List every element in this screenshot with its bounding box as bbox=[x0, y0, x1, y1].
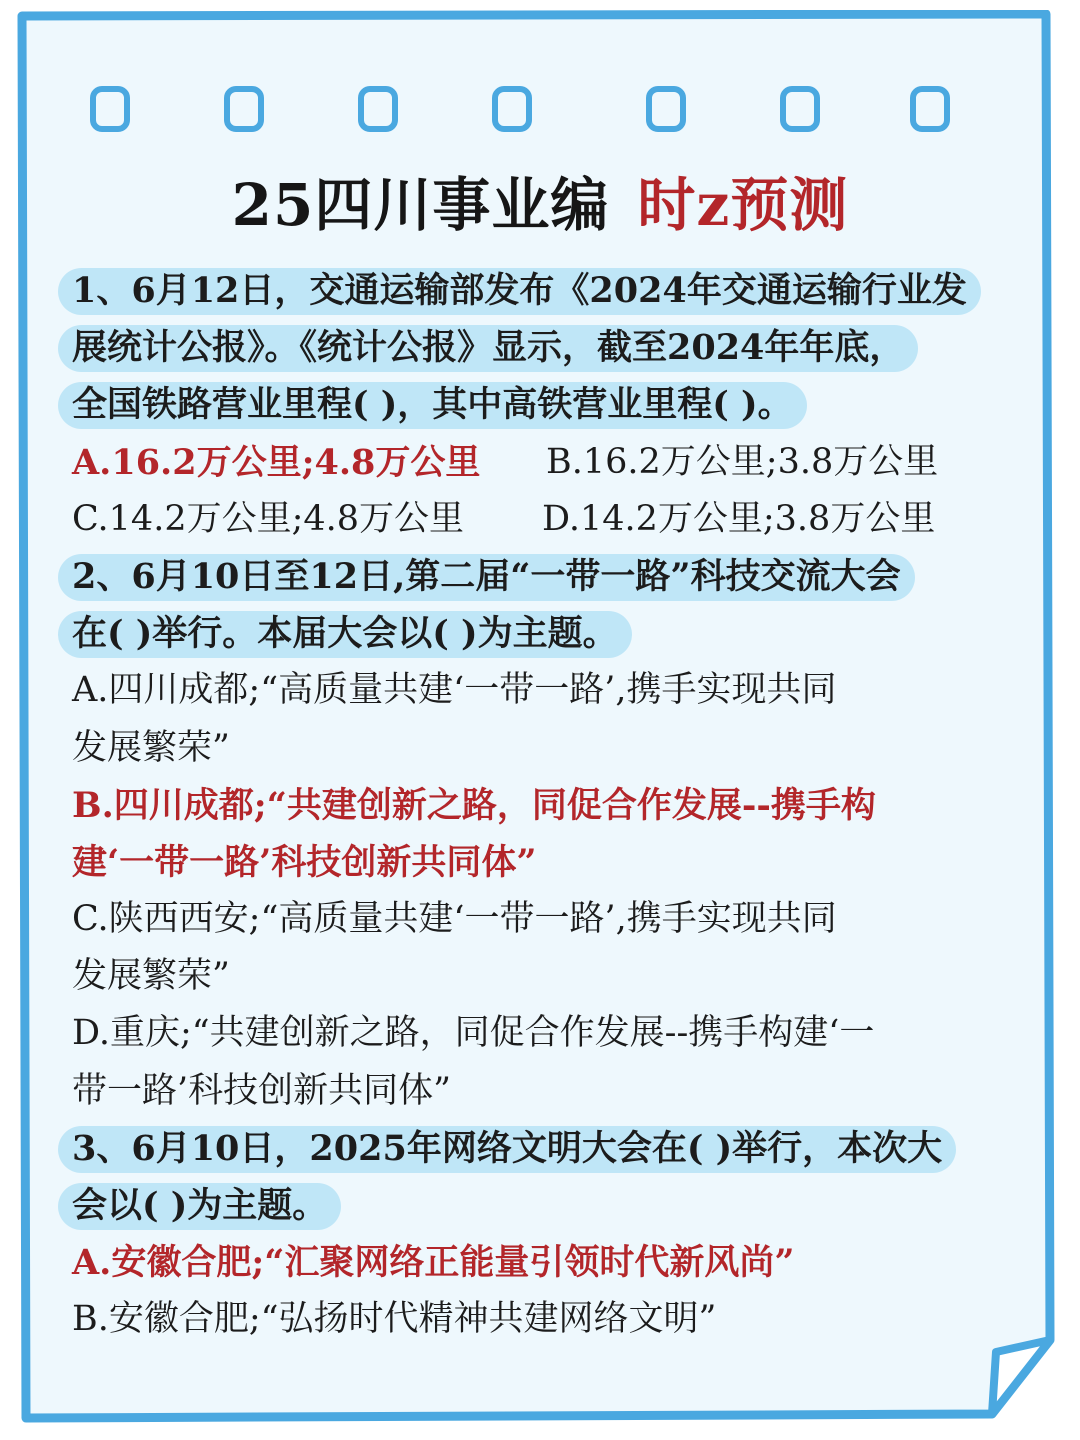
question-1-line-3: 全国铁路营业里程( )，其中高铁营业里程( )。 bbox=[72, 376, 1012, 433]
binder-rings bbox=[90, 86, 970, 146]
question-1-option-d: D.14.2万公里;3.8万公里 bbox=[542, 498, 936, 539]
question-2-option-b-answer-line-1: B.四川成都;“共建创新之路，同促合作发展--携手构 bbox=[72, 784, 876, 826]
question-1-options-cd bbox=[72, 491, 1012, 548]
title-accent: 时z预测 bbox=[637, 171, 849, 239]
question-2-option-c-line-1: C.陕西西安;“高质量共建‘一带一路’,携手实现共同 bbox=[72, 899, 837, 940]
question-2-option-b-answer-line-2: 建‘一带一路’科技创新共同体” bbox=[72, 841, 537, 883]
binder-ring-icon bbox=[646, 86, 686, 132]
binder-ring-icon bbox=[910, 86, 950, 132]
question-1-line-1: 1、6月12日，交通运输部发布《2024年交通运输行业发 bbox=[72, 262, 1012, 319]
binder-ring-icon bbox=[90, 86, 130, 132]
question-2-option-d-line-2: 带一路’科技创新共同体” bbox=[72, 1070, 452, 1111]
question-2-option-d-line-1: D.重庆;“共建创新之路，同促合作发展--携手构建‘一 bbox=[72, 1013, 875, 1054]
question-list bbox=[72, 262, 1012, 1349]
question-3-option-a-answer: A.安徽合肥;“汇聚网络正能量引领时代新风尚” bbox=[72, 1242, 795, 1284]
question-3-option-b: B.安徽合肥;“弘扬时代精神共建网络文明” bbox=[72, 1299, 717, 1340]
folded-corner bbox=[992, 1340, 1050, 1414]
question-2-line-1: 2、6月10日至12日,第二届“一带一路”科技交流大会 bbox=[72, 548, 1012, 605]
question-2-option-c-line-2: 发展繁荣” bbox=[72, 956, 230, 997]
question-2-option-a-line-1: A.四川成都;“高质量共建‘一带一路’,携手实现共同 bbox=[72, 670, 837, 711]
page-title bbox=[0, 158, 1080, 242]
binder-ring-icon bbox=[780, 86, 820, 132]
binder-ring-icon bbox=[224, 86, 264, 132]
question-2-line-2: 在( )举行。本届大会以( )为主题。 bbox=[72, 605, 1012, 662]
question-1-option-a-answer: A.16.2万公里;4.8万公里 bbox=[72, 441, 481, 483]
question-3-line-1: 3、6月10日，2025年网络文明大会在( )举行，本次大 bbox=[72, 1120, 1012, 1177]
title-main: 25四川事业编 bbox=[231, 171, 610, 239]
question-1-options-ab bbox=[72, 434, 1012, 491]
question-1-option-c: C.14.2万公里;4.8万公里 bbox=[72, 498, 465, 539]
question-3-line-2: 会以( )为主题。 bbox=[72, 1177, 1012, 1234]
question-2-option-a-line-2: 发展繁荣” bbox=[72, 727, 230, 768]
question-1-option-b: B.16.2万公里;3.8万公里 bbox=[546, 441, 939, 482]
binder-ring-icon bbox=[492, 86, 532, 132]
question-1-line-2: 展统计公报》。《统计公报》显示，截至2024年年底， bbox=[72, 319, 1012, 376]
binder-ring-icon bbox=[358, 86, 398, 132]
